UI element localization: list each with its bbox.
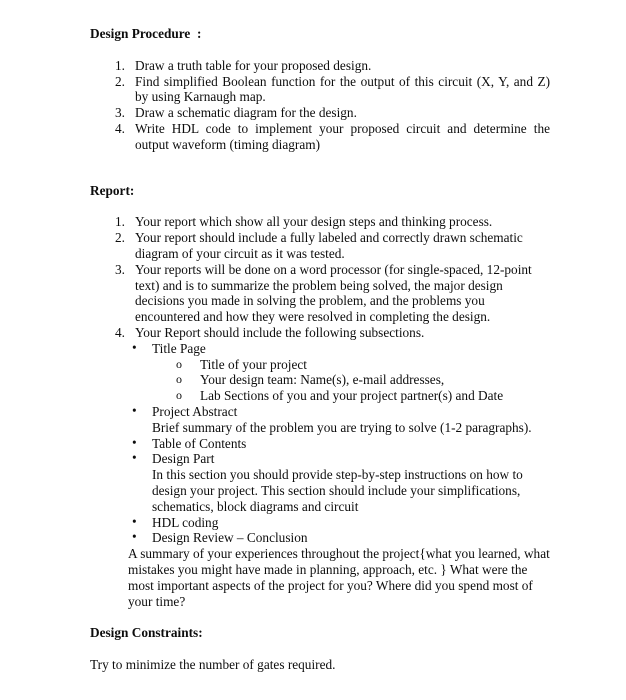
design-constraints-text: Try to minimize the number of gates required. xyxy=(90,657,336,673)
design-procedure-heading: Design Procedure : xyxy=(90,26,202,41)
circle-bullet-icon: o xyxy=(176,388,182,403)
bullet-icon: • xyxy=(132,402,137,418)
procedure-step xyxy=(90,58,550,74)
subsection-table-of-contents xyxy=(90,436,550,452)
report-item-text: Your Report should include the following subsections. xyxy=(135,324,425,340)
procedure-step-text: Write HDL code to implement your proposed circuit and determine the output waveform (timing diagram) xyxy=(135,120,550,152)
subsection-description: Brief summary of the problem you are trying to solve (1-2 paragraphs). xyxy=(152,419,532,435)
design-review-summary: A summary of your experiences throughout the project{what you learned, what mistakes you might have made in planning, approach, etc. } What were the most important aspects of the project for you? Where did you spend most of your time? xyxy=(128,546,550,609)
list-number: 2. xyxy=(115,73,125,89)
subsection-label: Design Review – Conclusion xyxy=(152,530,308,546)
list-number: 1. xyxy=(115,57,125,73)
report-item xyxy=(90,230,550,262)
subsection-hdl-coding xyxy=(90,515,550,531)
report-item-text: Your report which show all your design steps and thinking process. xyxy=(135,214,493,230)
bullet-icon: • xyxy=(132,529,137,545)
subsection-child xyxy=(90,357,550,373)
subsection-child xyxy=(90,388,550,404)
subsection-child-text: Title of your project xyxy=(200,356,307,372)
subsection-label: Table of Contents xyxy=(152,435,247,451)
report-item xyxy=(90,214,550,230)
subsection-label: HDL coding xyxy=(152,514,219,530)
subsection-title-page xyxy=(90,341,550,357)
subsection-label: Title Page xyxy=(152,340,206,356)
subsection-project-abstract xyxy=(90,404,550,420)
subsection-child-text: Lab Sections of you and your project partner(s) and Date xyxy=(200,388,504,404)
report-item-text: Your reports will be done on a word processor (for single-spaced, 12-point text) and is to summarize the problem being solved, the major design decisions you made in solving the problem, and the problems you encountered and how they were resolved in completing the design. xyxy=(135,261,532,325)
bullet-icon: • xyxy=(132,450,137,466)
procedure-step xyxy=(90,74,550,106)
subsection-design-review xyxy=(90,530,550,546)
procedure-step xyxy=(90,105,550,121)
list-number: 4. xyxy=(115,120,125,136)
subsection-child-text: Your design team: Name(s), e-mail addresses, xyxy=(200,372,445,388)
list-number: 1. xyxy=(115,214,125,230)
report-item xyxy=(90,262,550,325)
report-heading: Report: xyxy=(90,182,135,198)
list-number: 3. xyxy=(115,261,125,277)
subsection-label: Project Abstract xyxy=(152,403,238,419)
report-item xyxy=(90,325,550,341)
procedure-step xyxy=(90,121,550,153)
report-item-text: Your report should include a fully labeled and correctly drawn schematic diagram of your circuit as it was tested. xyxy=(135,230,523,261)
subsection-label: Design Part xyxy=(152,451,215,467)
procedure-step-text: Draw a schematic diagram for the design. xyxy=(135,105,357,121)
procedure-step-text: Find simplified Boolean function for the output of this circuit (X, Y, and Z) by using Karnaugh map. xyxy=(135,73,550,105)
subsection-child xyxy=(90,372,550,388)
bullet-icon: • xyxy=(132,339,137,355)
subsection-design-part xyxy=(90,451,550,467)
circle-bullet-icon: o xyxy=(176,372,182,387)
procedure-step-text: Draw a truth table for your proposed design. xyxy=(135,57,372,73)
list-number: 4. xyxy=(115,324,125,340)
design-procedure-list xyxy=(90,58,550,153)
bullet-icon: • xyxy=(132,513,137,529)
bullet-icon: • xyxy=(132,434,137,450)
report-list xyxy=(90,214,550,340)
report-subsections-list xyxy=(90,341,550,610)
list-number: 3. xyxy=(115,105,125,121)
design-constraints-heading: Design Constraints: xyxy=(90,625,203,641)
list-number: 2. xyxy=(115,230,125,246)
subsection-description: In this section you should provide step-by-step instructions on how to design your project. This section should include your simplifications, schematics, block diagrams and circuit xyxy=(152,467,523,514)
circle-bullet-icon: o xyxy=(176,356,182,371)
